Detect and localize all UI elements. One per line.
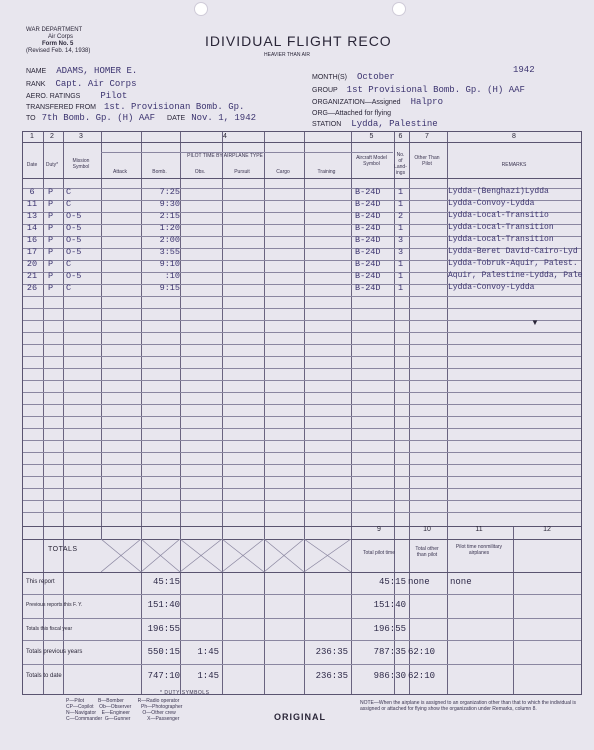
totals-header-crosses [101,539,351,572]
row-line [23,452,581,453]
row-bomb-time: 9:30 [159,199,180,209]
row-landings: 1 [397,259,404,269]
totals-bomb: 196:55 [147,624,180,634]
totals-bomb: 45:15 [152,577,180,587]
row-model: B-24D [355,187,381,197]
row-date: 20 [26,259,38,269]
header-other: Other Than Pilot [414,155,440,167]
row-model: B-24D [355,223,381,233]
header-obs: Obs. [194,169,206,175]
row-landings: 3 [397,247,404,257]
header-nonmilitary: Pilot time nonmilitary airplanes [455,544,503,556]
header-total-other: Total other than pilot [415,546,439,558]
header-total-pilot: Total pilot time [363,550,395,556]
dept-line-4: (Revised Feb. 14, 1938) [26,48,91,54]
rank-row [26,79,136,89]
row-mission: C [66,199,72,209]
ink-mark: ▼ [531,318,539,327]
row-model: B-24D [355,247,381,257]
totals-obs: 1:45 [197,647,219,657]
totals-other-than-pilot: 62:10 [408,671,436,681]
row-remarks: Lydda-(Benghazi)Lydda [448,187,549,196]
totals-total-pilot: 986:30 [373,671,406,681]
row-line [23,356,581,357]
original-stamp: ORIGINAL [274,712,326,722]
dept-line-1: WAR DEPARTMENT [26,27,83,33]
name-row [26,66,137,76]
header-pursuit: Pursuit [234,169,250,175]
row-remarks: Lydda-Tobruk-Aquir, Palest. [448,259,578,268]
header-cargo: Cargo [276,169,290,175]
row-line [23,512,581,513]
to-value: 7th Bomb. Gp. (H) AAF [41,113,156,123]
row-bomb-time: 9:15 [159,283,180,293]
transfer-value: 1st. Provisionan Bomb. Gp. [104,102,245,112]
totals-training: 236:35 [315,671,348,681]
row-model: B-24D [355,235,381,245]
row-bomb-time: 3:55 [159,247,180,257]
row-duty: P [48,187,54,197]
col-number-4: 4 [223,133,227,140]
row-model: B-24D [355,283,381,293]
col-number-1: 1 [30,133,34,140]
punch-hole-left [194,2,208,16]
totals-other-than-pilot: none [408,577,430,587]
totals-bomb: 550:15 [147,647,180,657]
totals-label: TOTALS [48,546,78,553]
row-date: 17 [26,247,38,257]
row-bomb-time: :10 [164,271,180,281]
row-line [23,464,581,465]
row-date: 26 [26,283,38,293]
row-mission: C [66,187,72,197]
to-label: TO [26,115,36,122]
row-model: B-24D [355,271,381,281]
totals-training: 236:35 [315,647,348,657]
row-landings: 2 [397,211,404,221]
row-line [23,380,581,381]
org-label: ORGANIZATION—Assigned [312,99,401,106]
row-model: B-24D [355,199,381,209]
row-remarks: Lydda-Local-Transition [448,223,554,232]
row-line [23,296,581,297]
row-mission: O-5 [66,211,82,221]
row-landings: 1 [397,199,404,209]
row-landings: 1 [397,271,404,281]
totals-row-label: Totals to date [26,673,62,679]
row-mission: O-5 [66,235,82,245]
col-number-7: 7 [425,133,429,140]
totals-total-pilot: 45:15 [378,577,406,587]
row-line [23,332,581,333]
duty-symbol-line: CP—Copilot Ob—Observer Ph—Photographer [66,704,183,710]
duty-symbols [66,698,182,722]
row-remarks: Lydda-Convoy-Lydda [448,199,535,208]
header-mission: Mission Symbol [72,158,90,170]
row-line [23,320,581,321]
duty-symbols-title: * DUTY SYMBOLS [160,690,210,696]
row-date: 16 [26,235,38,245]
row-date: 21 [26,271,38,281]
row-remarks: Lydda-Local-Transition [448,235,554,244]
transfer-row [26,102,244,112]
row-line [23,404,581,405]
totals-nonmilitary: none [450,577,472,587]
row-remarks: Aquir, Palestine-Lydda, Pale [448,271,582,280]
group-label: GROUP [312,87,338,94]
row-bomb-time: 1:20 [159,223,180,233]
aero-row [26,91,127,101]
row-duty: P [48,247,54,257]
aero-value: Pilot [100,91,128,101]
row-line [23,308,581,309]
row-bomb-time: 2:15 [159,211,180,221]
header-bomb: Bomb. [152,169,167,175]
row-mission: O-5 [66,223,82,233]
row-landings: 1 [397,223,404,233]
row-bomb-time: 2:00 [159,235,180,245]
col-number-2: 2 [50,133,54,140]
org-value: Halpro [410,97,443,107]
month-label: MONTH(S) [312,74,347,81]
row-duty: P [48,223,54,233]
date-value: Nov. 1, 1942 [191,113,256,123]
row-landings: 3 [397,235,404,245]
rank-label: RANK [26,81,46,88]
rank-value: Capt. Air Corps [55,79,137,89]
transfer-label: TRANSFERED FROM [26,104,96,111]
header-duty: Duty* [45,162,59,168]
row-model: B-24D [355,259,381,269]
totals-row-label: Totals previous years [26,649,83,655]
row-mission: O-5 [66,271,82,281]
row-duty: P [48,211,54,221]
row-remarks: Lydda-Beret David-Cairo-Lyd [448,247,578,256]
dept-line-2: Air Corps [48,34,74,40]
row-landings: 1 [397,283,404,293]
month-value: October [357,72,395,82]
header-remarks: REMARKS [501,162,527,168]
aero-label: AERO. RATINGS [26,93,81,100]
col-number-10: 10 [423,526,431,533]
row-date: 6 [29,187,35,197]
header-attack: Attack [113,169,127,175]
row-mission: O-5 [66,247,82,257]
totals-row-label: This report [26,579,55,585]
duty-symbol-line: C—Commander G—Gunner X—Passenger [66,716,180,722]
row-bomb-time: 9:10 [159,259,180,269]
totals-other-than-pilot: 62:10 [408,647,436,657]
duty-symbol-line: P—Pilot B—Bomber R—Radio operator [66,698,180,704]
group-value: 1st Provisional Bomb. Gp. (H) AAF [346,85,525,95]
dept-block [26,27,90,55]
row-model: B-24D [355,211,381,221]
row-date: 11 [26,199,38,209]
col-number-11: 11 [475,526,483,533]
row-line [23,428,581,429]
station-row [312,113,438,131]
row-line [23,476,581,477]
row-mission: C [66,283,72,293]
totals-total-pilot: 196:55 [373,624,406,634]
duty-symbol-line: N—Navigator E—Engineer O—Other crew [66,710,176,716]
col-number-5: 5 [369,133,374,140]
row-line [23,344,581,345]
row-duty: P [48,199,54,209]
row-line [23,368,581,369]
col-number-3: 3 [79,133,83,140]
station-label: STATION [312,121,342,128]
row-date: 13 [26,211,38,221]
totals-bomb: 151:40 [147,600,180,610]
row-date: 14 [26,223,38,233]
totals-total-pilot: 151:40 [373,600,406,610]
row-duty: P [48,235,54,245]
org-attached-label: ORG—Attached for flying [312,110,391,117]
row-line [23,488,581,489]
col-number-8: 8 [512,133,516,140]
form-title: IDIVIDUAL FLIGHT RECO [205,33,392,49]
row-line [23,416,581,417]
row-line [23,500,581,501]
col-number-6: 6 [398,133,403,140]
totals-total-pilot: 787:35 [373,647,406,657]
station-value: Lydda, Palestine [351,119,438,129]
totals-obs: 1:45 [197,671,219,681]
row-line [23,440,581,441]
totals-row-label: Previous reports this F. Y. [26,602,83,608]
col-number-12: 12 [543,526,551,533]
col-number-9: 9 [377,526,381,533]
header-pilot-time: PILOT TIME BY AIRPLANE TYPE [187,153,263,159]
row-remarks: Lydda-Local-Transitio [448,211,549,220]
row-landings: 1 [397,187,404,197]
punch-hole-right [392,2,406,16]
dept-line-3: Form No. 5 [42,41,74,47]
row-duty: P [48,271,54,281]
header-training: Training [317,169,336,175]
row-line [23,392,581,393]
row-bomb-time: 7:25 [159,187,180,197]
header-model: Aircraft Model Symbol [356,155,387,167]
row-remarks: Lydda-Convoy-Lydda [448,283,535,292]
row-duty: P [48,259,54,269]
footer-note: NOTE—When the airplane is assigned to an organization other than that to which the individual is assigned or attached for flying show the organization under Remarks, column 8. [360,700,576,712]
totals-bomb: 747:10 [147,671,180,681]
totals-row-label: Totals this fiscal year [26,626,73,632]
name-label: NAME [26,68,47,75]
row-duty: P [48,283,54,293]
name-value: ADAMS, HOMER E. [56,66,138,76]
header-landings: No. of Land- ings [394,152,407,176]
date-label: DATE [167,115,186,122]
form-subtitle: HEAVIER THAN AIR [264,52,310,58]
to-row [26,113,256,123]
header-date: Date [26,162,38,168]
row-mission: C [66,259,72,269]
year-value: 1942 [513,65,535,75]
